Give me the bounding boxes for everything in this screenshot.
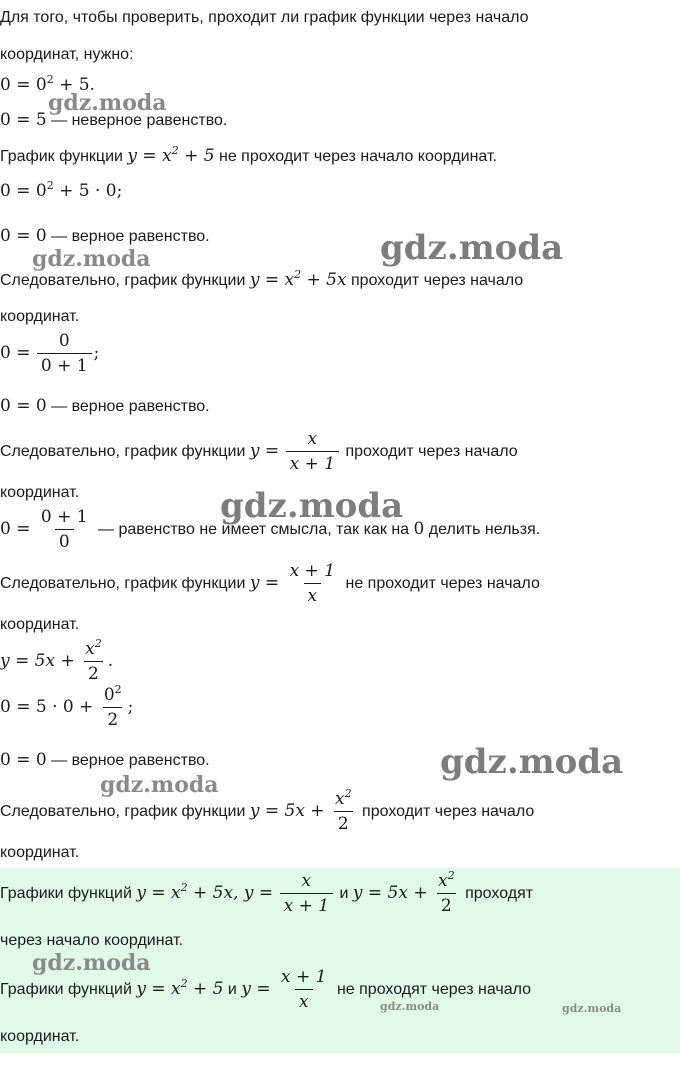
statement: Следовательно, график функции y = $\frac{x + 1}{x}$ не проходит через начало: [0, 561, 540, 607]
watermark-logo: gdz.moda: [380, 1000, 440, 1013]
equation-line: 0 = 0 — верное равенство.: [0, 750, 210, 770]
statement-cont: координат.: [0, 616, 80, 633]
watermark-logo: gdz.moda: [100, 772, 219, 798]
equation-line: 0 = 0 — верное равенство.: [0, 396, 210, 416]
intro-text: Для того, чтобы проверить, проходит ли график функции через начало: [0, 9, 529, 26]
conclusion-line: Графики функций $y = x^2 + 5$ и y = $\frac{x + 1}{x}$ не проходят через начало: [0, 967, 532, 1013]
statement-cont: координат.: [0, 484, 80, 501]
conclusion-line: Графики функций $y = x^2 + 5x$, y = $\frac{x}{x + 1}$ и y = 5x + $\frac{x^2}{2}$ проходят: [0, 869, 534, 917]
conclusion-line-cont: через начало координат.: [0, 932, 184, 949]
watermark-logo: gdz.moda: [32, 950, 151, 976]
statement: Следовательно, график функции y = 5x + $\frac{x^2}{2}$ проходит через начало: [0, 787, 535, 835]
equation-line: 0 = 0 — верное равенство.: [0, 226, 210, 246]
watermark-logo: gdz.moda: [562, 1002, 622, 1015]
statement-cont: координат.: [0, 308, 80, 325]
equation-line: 0 = 5 — неверное равенство.: [0, 110, 228, 130]
fraction-equation: 0 = 5 · 0 + $\frac{0^2}{2}$ ;: [0, 683, 134, 731]
watermark-logo: gdz.moda: [380, 228, 564, 268]
fraction-equation: 0 = $\frac{0 + 1}{0}$ — равенство не имеет смысла, так как на 0 делить нельзя.: [0, 507, 541, 553]
watermark-logo: gdz.moda: [32, 246, 151, 272]
watermark-logo: gdz.moda: [220, 486, 404, 526]
statement: Следовательно, график функции $y = x^2 + 5x$ проходит через начало: [0, 268, 524, 290]
watermark-logo: gdz.moda: [440, 742, 624, 782]
intro-text-cont: координат, нужно:: [0, 46, 134, 63]
equation: $0 = 0^2 + 5 \cdot 0$;: [0, 179, 123, 201]
fraction-equation: 0 = $\frac{0}{0 + 1}$ ;: [0, 331, 100, 377]
statement: График функции $y = x^2 + 5$ не проходит через начало координат.: [0, 144, 497, 166]
watermark-logo: gdz.moda: [48, 90, 167, 116]
equation: $0 = 0^2 + 5$.: [0, 73, 95, 95]
statement-cont: координат.: [0, 844, 80, 861]
statement: Следовательно, график функции y = $\frac{x}{x + 1}$ проходит через начало: [0, 429, 518, 475]
function-definition: y = 5x + $\frac{x^2}{2}$ .: [0, 637, 114, 685]
conclusion-line-cont: координат.: [0, 1028, 80, 1045]
